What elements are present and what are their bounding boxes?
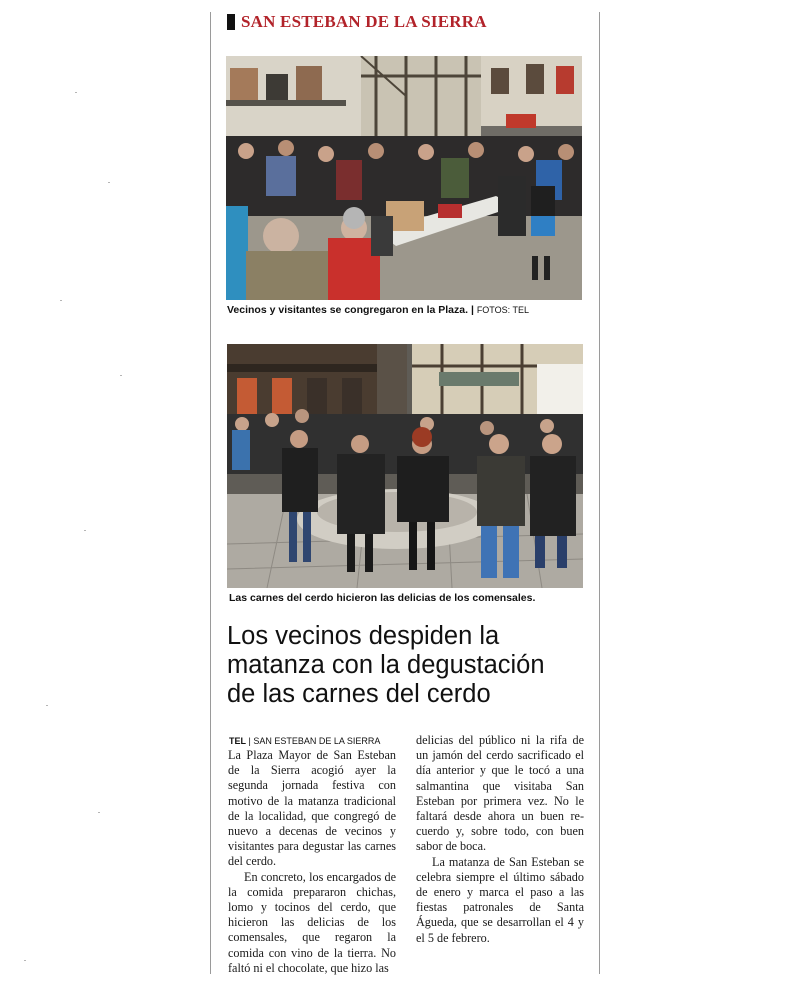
photo-plaza-crowd-image	[226, 56, 582, 300]
scan-speck	[75, 92, 77, 93]
section-title: SAN ESTEBAN DE LA SIERRA	[241, 12, 487, 31]
photo-fountain-group	[227, 344, 583, 588]
photo-credit: FOTOS: TEL	[476, 305, 529, 315]
byline-place: SAN ESTEBAN DE LA SIERRA	[253, 736, 381, 746]
photo-fountain-group-image	[227, 344, 583, 588]
headline-line: de las carnes del cerdo	[227, 680, 491, 708]
article-column-2	[416, 733, 584, 946]
page-rule-left	[210, 12, 211, 974]
scan-speck	[46, 705, 48, 706]
scan-speck	[24, 960, 26, 961]
byline-separator: |	[246, 736, 254, 746]
section-marker	[227, 14, 235, 30]
scan-speck	[60, 300, 62, 301]
scan-speck	[84, 530, 86, 531]
scan-speck	[98, 812, 100, 813]
article-paragraph: La matanza de San Esteban se celebra siempre el último sábado de enero y marca el paso a las fiestas patronales de Santa Águeda, que se desarrollan el 4 y el 5 de febrero.	[416, 854, 584, 945]
section-header	[227, 12, 487, 32]
article-column-1	[228, 748, 396, 976]
photo-caption-plaza	[227, 304, 529, 316]
scan-speck	[108, 182, 110, 183]
caption-separator: |	[468, 304, 477, 316]
byline	[229, 736, 380, 746]
byline-author: TEL	[229, 736, 246, 746]
photo-caption-fountain: Las carnes del cerdo hicieron las delicias de los comensales.	[229, 592, 536, 604]
article-paragraph: La Plaza Mayor de San Esteban de la Sierra acogió ayer la segunda jornada festiva con motivo de la matanza tradicional de la localidad, que congregó de nuevo a decenas de vecinos y visitantes para degustar las carnes del cerdo.	[228, 748, 396, 869]
article-headline	[227, 622, 587, 709]
page-rule-right	[599, 12, 600, 974]
article-paragraph: En concreto, los encargados de la comida prepararon chichas, lomo y tocinos del cerdo, que hicieron las delicias de los comensales, que regaron la comida con vino de la tierra. No faltó ni el chocolate, que hizo las	[228, 869, 396, 975]
headline-line: Los vecinos despiden la	[227, 622, 500, 650]
article-paragraph-continued: delicias del público ni la rifa de un jamón del cerdo sacrificado el día anterior y que le tocó a una salmantina que visitaba San Esteban por primera vez. No le faltará desde ahora un buen recuerdo y, sobre todo, con buen sabor de boca.	[416, 733, 584, 854]
caption-text: Vecinos y visitantes se congregaron en la Plaza.	[227, 304, 469, 316]
headline-line: matanza con la degustación	[227, 651, 545, 679]
scan-speck	[120, 375, 122, 376]
photo-plaza-crowd	[226, 56, 582, 300]
